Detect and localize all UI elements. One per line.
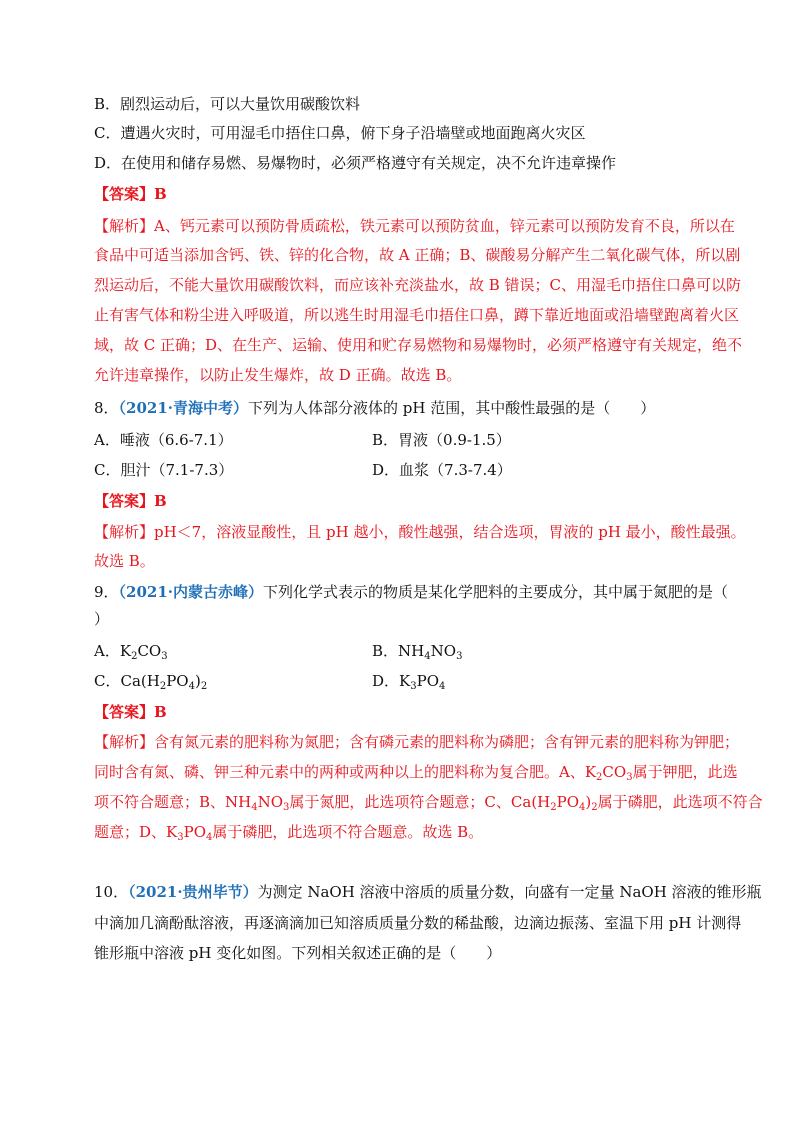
q9-stem-text: 下列化学式表示的物质是某化学肥料的主要成分，其中属于氮肥的是（	[263, 583, 729, 601]
q9-option-c: C．$Ca(H_2PO_4)_2$	[94, 672, 208, 692]
q9-analysis-line: 【解析】含有氮元素的肥料称为氮肥；含有磷元素的肥料称为磷肥；含有钾元素的肥料称为钾肥；	[94, 733, 740, 751]
q10-stem-line: 中滴加几滴酚酞溶液，再逐滴滴加已知溶质质量分数的稀盐酸，边滴边振荡、室温下用 pH 计测得	[94, 914, 742, 932]
q9-answer: 【答案】B	[94, 703, 167, 721]
q7-analysis-line: 允许违章操作，以防止发生爆炸，故 D 正确。故选 B。	[94, 366, 462, 384]
q8-stem	[94, 397, 655, 419]
q7-analysis-line: 止有害气体和粉尘进入呼吸道，所以逃生时用湿毛巾捂住口鼻，蹲下靠近地面或沿墙壁跑离着火区	[94, 306, 740, 324]
q9-stem-end: ）	[94, 610, 110, 628]
q7-analysis-line: 烈运动后，不能大量饮用碳酸饮料，而应该补充淡盐水，故 B 错误；C、用湿毛巾捂住口鼻可以防	[94, 276, 742, 294]
q9-analysis-line: 同时含有氮、磷、钾三种元素中的两种或两种以上的肥料称为复合肥。A、$K_2CO_3$属于钾肥，此选	[94, 763, 738, 783]
q8-option-b: B．胃液（0.9-1.5）	[372, 431, 511, 449]
q9-option-a: A．$K_2CO_3$	[94, 642, 168, 662]
q8-source: （2021·青海中考）	[118, 399, 249, 417]
q10-number: 10．	[94, 883, 129, 901]
q8-number: 8．	[94, 399, 119, 417]
q7-option-d: D．在使用和储存易燃、易爆物时，必须严格遵守有关规定，决不允许违章操作	[94, 154, 617, 172]
q7-analysis-line: 域，故 C 正确；D、在生产、运输、使用和贮存易燃物和易爆物时，必须严格遵守有关规定，绝不	[94, 336, 743, 354]
q9-option-d: D．$K_3PO_4$	[372, 672, 446, 692]
q7-answer: 【答案】B	[94, 185, 167, 203]
q7-option-c: C．遭遇火灾时，可用湿毛巾捂住口鼻，俯下身子沿墙壁或地面跑离火灾区	[94, 124, 586, 142]
q8-analysis-line: 【解析】pH＜7，溶液显酸性，且 pH 越小，酸性越强，结合选项，胃液的 pH 最小，酸性最强。	[94, 523, 746, 541]
q7-analysis-line: 食品中可适当添加含钙、铁、锌的化合物，故 A 正确；B、碳酸易分解产生二氧化碳气体，所以剧	[94, 246, 741, 264]
q7-option-b: B．剧烈运动后，可以大量饮用碳酸饮料	[94, 95, 361, 113]
q8-stem-text: 下列为人体部分液体的 pH 范围，其中酸性最强的是（ ）	[248, 399, 656, 417]
q8-analysis-line: 故选 B。	[94, 552, 155, 570]
q9-analysis-line: 题意；D、$K_3PO_4$属于磷肥，此选项不符合题意。故选 B。	[94, 823, 484, 843]
q10-stem-line: 锥形瓶中溶液 pH 变化如图。下列相关叙述正确的是（ ）	[94, 944, 502, 962]
q9-number: 9．	[94, 583, 119, 601]
q9-source: （2021·内蒙古赤峰）	[118, 583, 264, 601]
q9-stem	[94, 581, 728, 603]
q10-stem	[94, 881, 762, 903]
q9-analysis-line: 项不符合题意；B、$NH_4NO_3$属于氮肥，此选项符合题意；C、$Ca(H_2PO_4)_2$属于磷肥，此选项不符合	[94, 793, 763, 813]
q10-stem-text: 为测定 NaOH 溶液中溶质的质量分数，向盛有一定量 NaOH 溶液的锥形瓶	[257, 883, 762, 901]
q7-analysis-line: 【解析】A、钙元素可以预防骨质疏松，铁元素可以预防贫血，锌元素可以预防发育不良，所以在	[94, 217, 735, 235]
q8-option-c: C．胆汁（7.1-7.3）	[94, 461, 234, 479]
q8-option-d: D．血浆（7.3-7.4）	[372, 461, 512, 479]
q8-option-a: A．唾液（6.6-7.1）	[94, 431, 233, 449]
q8-answer: 【答案】B	[94, 492, 167, 510]
q9-option-b: B．$NH_4NO_3$	[372, 642, 463, 662]
q10-source: （2021·贵州毕节）	[128, 883, 258, 901]
